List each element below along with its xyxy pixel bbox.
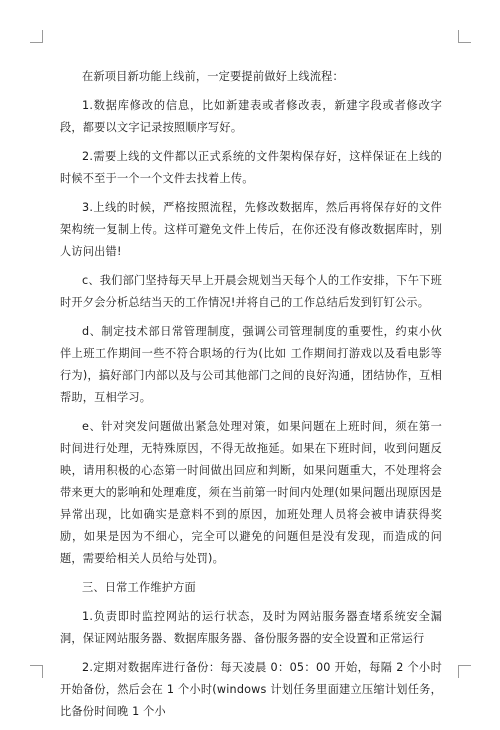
paragraph-item-d: d、制定技术部日常管理制度，强调公司管理制度的重要性，约束小伙伴上班工作期间一些不符合职场的行为(比如 工作期间打游戏以及看电影等行为)，搞好部门内部以及与公司其他部门之间的良好沟通，团结协作，互相帮助，互相学习。 bbox=[60, 325, 442, 404]
paragraph-maintenance-1: 1.负责即时监控网站的运行状态，及时为网站服务器查堵系统安全漏洞，保证网站服务器、数据库服务器、备份服务器的安全设置和正常运行 bbox=[60, 610, 442, 645]
paragraph-maintenance-2: 2.定期对数据库进行备份：每天凌晨 0：05：00 开始，每隔 2 个小时开始备份，然后会在 1 个小时(windows 计划任务里面建立压缩计划任务，比备份时间晚 1 个小 bbox=[60, 661, 442, 718]
paragraph-item-1: 1.数据库修改的信息，比如新建表或者修改表，新建字段或者修改字段，都要以文字记录按照顺序写好。 bbox=[60, 99, 442, 134]
paragraph-item-e: e、针对突发问题做出紧急处理对策，如果问题在上班时间，须在第一时间进行处理，无特殊原因，不得无故拖延。如果在下班时间，收到问题反映，请用积极的心态第一时间做出回应和判断，如果问题重大，不处理将会带来更大的影响和处理难度，须在当前第一时间内处理(如果问题出现原因是异常出现，比如确实是意料不到的原因，加班处理人员将会被申请获得奖励，如果是因为不细心，完全可以避免的问题但是没有发现，而造成的问题，需要给相关人员给与处罚)。 bbox=[60, 420, 442, 565]
section-heading-maintenance: 三、日常工作维护方面 bbox=[82, 581, 196, 594]
paragraph-item-3: 3.上线的时候，严格按照流程，先修改数据库，然后再将保存好的文件架构统一复制上传。这样可避免文件上传后，在你还没有修改数据库时，别人访问出错! bbox=[60, 201, 442, 258]
crop-mark-bottom-left bbox=[30, 665, 43, 678]
document-body bbox=[60, 66, 442, 730]
crop-mark-bottom-right bbox=[458, 665, 471, 678]
crop-mark-top-right bbox=[458, 30, 471, 43]
paragraph-item-2: 2.需要上线的文件都以正式系统的文件架构保存好，这样保证在上线的时候不至于一个一个文件去找着上传。 bbox=[60, 150, 442, 185]
crop-mark-top-left bbox=[30, 30, 43, 43]
paragraph-intro: 在新项目新功能上线前，一定要提前做好上线流程： bbox=[82, 70, 344, 83]
paragraph-item-c: c、我们部门坚持每天早上开晨会规划当天每个人的工作安排，下午下班时开夕会分析总结当天的工作情况!并将自己的工作总结后发到钉钉公示。 bbox=[60, 274, 442, 309]
